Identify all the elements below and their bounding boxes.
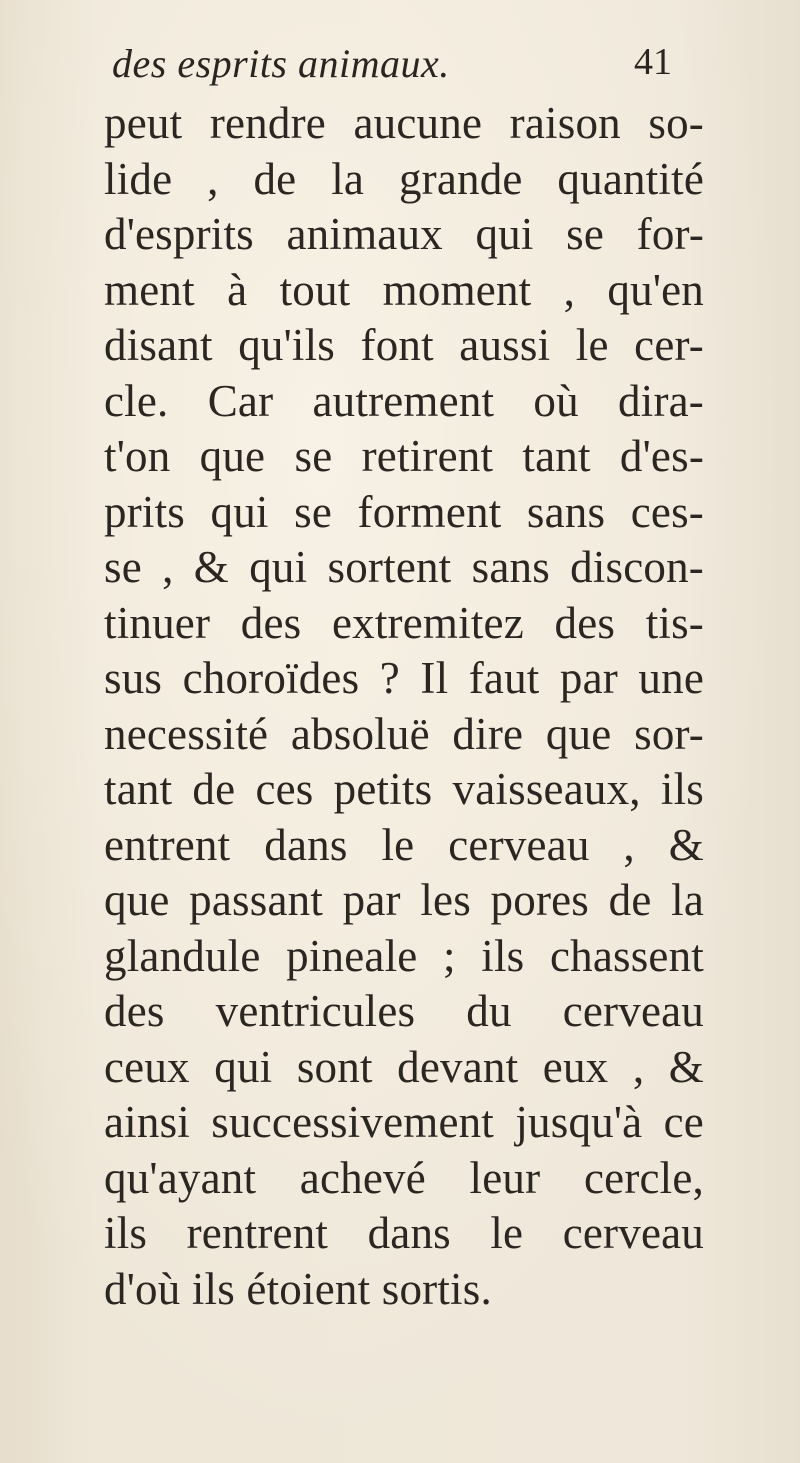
text-line: cle. Car autrement où dira- xyxy=(104,375,704,426)
running-head: des esprits animaux. xyxy=(112,41,450,86)
text-line: prits qui se forment sans ces- xyxy=(104,486,704,537)
text-line: tinuer des extremitez des tis- xyxy=(104,597,704,648)
text-line: ils rentrent dans le cerveau xyxy=(104,1208,704,1258)
page-header xyxy=(112,40,672,100)
text-line: glandule pineale ; ils chassent xyxy=(104,930,704,981)
text-line: tant de ces petits vaisseaux, ils xyxy=(104,764,704,814)
text-line: ment à tout moment , qu'en xyxy=(104,264,704,315)
text-line: d'esprits animaux qui se for- xyxy=(104,209,704,259)
text-line: t'on que se retirent tant d'es- xyxy=(104,431,704,481)
text-line: que passant par les pores de la xyxy=(104,875,704,925)
text-line: disant qu'ils font aussi le cer- xyxy=(104,320,704,370)
text-line: des ventricules du cerveau xyxy=(104,986,704,1036)
body-text xyxy=(104,96,704,1317)
text-line: entrent dans le cerveau , & xyxy=(104,819,704,870)
text-line: lide , de la grande quantité xyxy=(104,153,704,204)
text-line: se , & qui sortent sans discon- xyxy=(104,542,704,592)
text-line: qu'ayant achevé leur cercle, xyxy=(104,1152,704,1203)
text-line: ainsi successivement jusqu'à ce xyxy=(104,1097,704,1147)
text-line: d'où ils étoient sortis. xyxy=(104,1263,492,1314)
text-line: sus choroïdes ? Il faut par une xyxy=(104,653,704,703)
text-line: necessité absoluë dire que sor- xyxy=(104,708,704,759)
text-line: ceux qui sont devant eux , & xyxy=(104,1041,704,1092)
page-number: 41 xyxy=(634,41,672,83)
text-line: peut rendre aucune raison so- xyxy=(104,98,704,148)
